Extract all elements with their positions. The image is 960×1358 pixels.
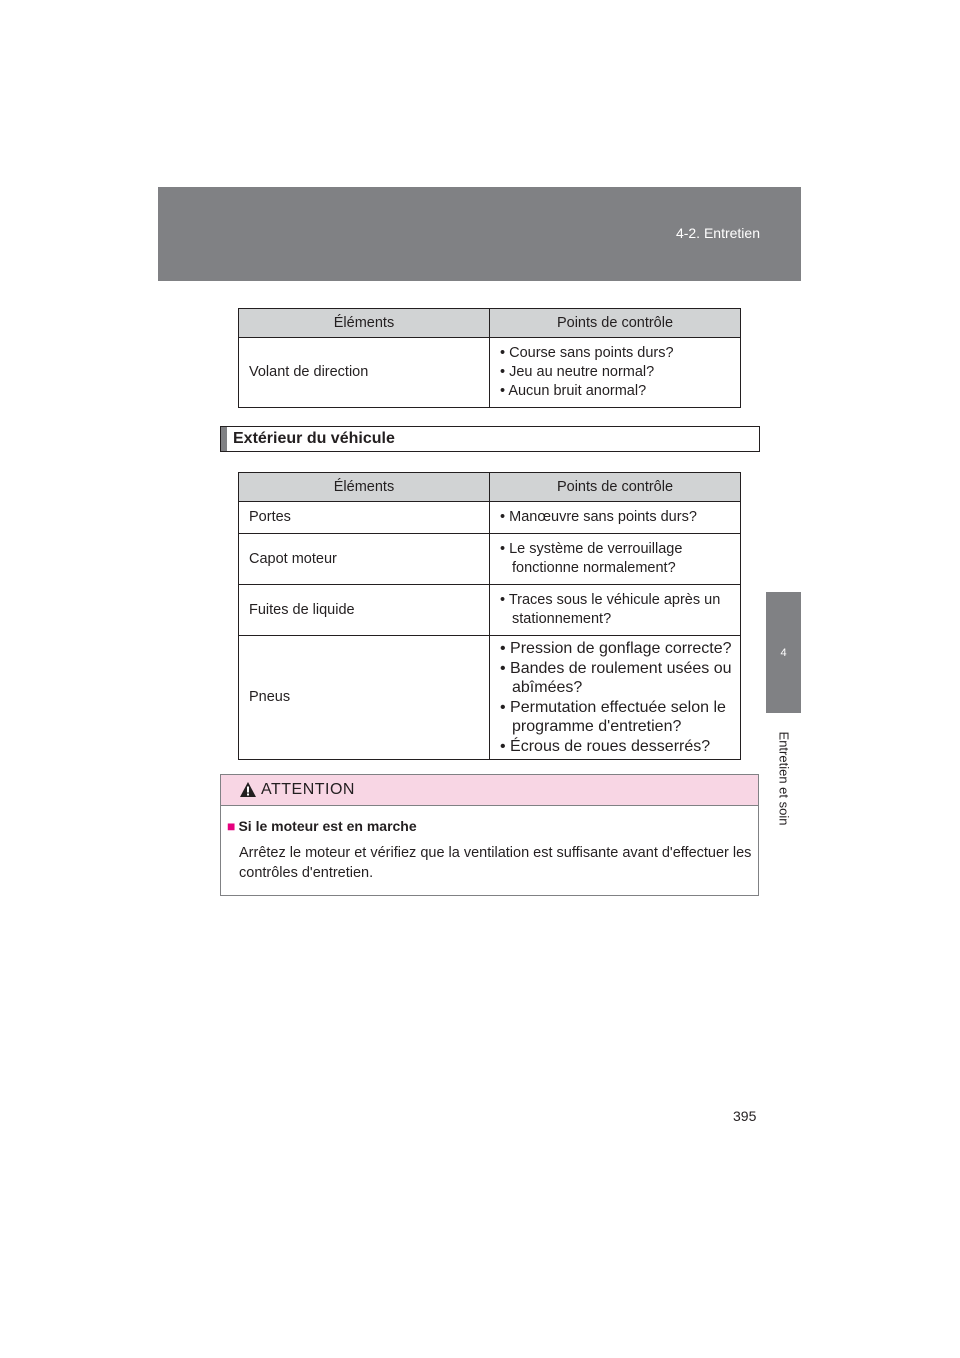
chapter-tab-title — [766, 713, 801, 843]
checkpoints-cell — [490, 636, 741, 760]
table-row — [239, 636, 741, 760]
column-header-items: Éléments — [239, 309, 490, 338]
table-row — [239, 585, 741, 636]
exterior-check-table — [238, 472, 741, 760]
table-row — [239, 502, 741, 534]
column-header-checkpoints: Points de contrôle — [490, 473, 741, 502]
checkpoints-cell — [490, 338, 741, 408]
item-cell: Portes — [239, 502, 490, 534]
item-cell: Capot moteur — [239, 534, 490, 585]
chapter-tab-number — [766, 592, 801, 713]
column-header-checkpoints: Points de contrôle — [490, 309, 741, 338]
section-heading — [220, 426, 760, 452]
item-cell: Volant de direction — [239, 338, 490, 408]
checkpoint: • Jeu au neutre normal? — [500, 363, 732, 382]
checkpoints-cell — [490, 502, 741, 534]
heading-accent-bar — [221, 427, 227, 451]
warning-header — [221, 775, 758, 806]
section-title: 4-2. Entretien — [675, 225, 760, 241]
checkpoint: • Pression de gonflage correcte? — [500, 639, 732, 659]
square-bullet-icon: ■ — [227, 818, 236, 834]
item-cell: Pneus — [239, 636, 490, 760]
warning-subheading — [227, 818, 417, 834]
chapter-title: Entretien et soin — [776, 731, 792, 825]
table-row — [239, 534, 741, 585]
chapter-number: 4 — [780, 646, 787, 659]
warning-triangle-icon — [239, 781, 257, 798]
checkpoint: • Bandes de roulement usées ou abîmées? — [500, 659, 732, 698]
header-band — [158, 187, 801, 281]
warning-subheading-text: Si le moteur est en marche — [238, 818, 417, 834]
checkpoint: • Permutation effectuée selon le programme d'entretien? — [500, 698, 732, 737]
item-cell: Fuites de liquide — [239, 585, 490, 636]
checkpoints-cell — [490, 534, 741, 585]
checkpoint: • Le système de verrouillage fonctionne normalement? — [500, 540, 732, 578]
checkpoint: • Manœuvre sans points durs? — [500, 508, 732, 527]
section-heading-text: Extérieur du véhicule — [233, 430, 395, 447]
checkpoint: • Aucun bruit anormal? — [500, 382, 732, 401]
warning-box — [220, 774, 759, 896]
checkpoint: • Course sans points durs? — [500, 344, 732, 363]
page-number: 395 — [733, 1108, 757, 1124]
checkpoint: • Traces sous le véhicule après un stationnement? — [500, 591, 732, 629]
column-header-items: Éléments — [239, 473, 490, 502]
checkpoints-cell — [490, 585, 741, 636]
table-row — [239, 338, 741, 408]
steering-check-table — [238, 308, 741, 408]
warning-title: ATTENTION — [261, 781, 355, 798]
warning-body: Arrêtez le moteur et vérifiez que la ventilation est suffisante avant d'effectuer les contrôles d'entretien. — [239, 845, 752, 881]
checkpoint: • Écrous de roues desserrés? — [500, 737, 732, 757]
